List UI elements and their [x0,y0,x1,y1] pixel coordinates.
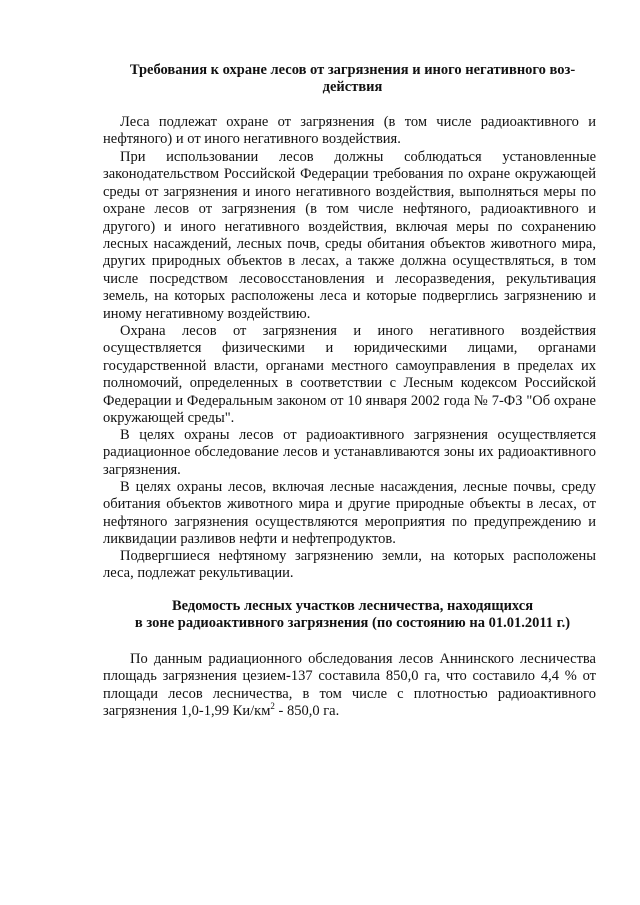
paragraph: Охрана лесов от загрязнения и иного негативного воздействия осуществляется физическими и юридическими лицами, органами государственной власти, органами местного самоуправления в пределах их полномочий, определенных в соответствии с Лесным кодексом Российской Федерации и Федеральным законом от 10 января 2002 года № 7-ФЗ "Об охране окружающей среды". [103,323,596,427]
paragraph-text: По данным радиационного обследования лесов Аннинского лесничества площадь загрязнения цезием-137 составила 850,0 га, что составило 4,4 % от площади лесов лесничества, в том числе с плотностью радиоактивного загрязнения 1,0-1,99 Ки/км [103,651,596,720]
heading-line: действия [322,79,383,95]
paragraph: При использовании лесов должны соблюдаться установленные законодательством Российской Федерации требования по охране окружающей среды от загрязнения и иного негативного воздействия, выполняться меры по охране лесов от загрязнения (в том числе нефтяного, радиоактивного и другого) и иного негативного воздействия, включая меры по сохранению лесных насаждений, лесных почв, среды обитания объектов животного мира, других природных объектов в лесах, а также должна осуществляться, в том числе посредством лесовосстановления и лесоразведения, рекультивация земель, на которых расположены леса и которые подверглись загрязнению и иному негативному воздействию. [103,149,596,322]
paragraph-tail: - 850,0 га. [274,703,340,720]
paragraph: В целях охраны лесов, включая лесные насаждения, лесные почвы, среду обитания объектов животного мира и другие природные объекты в лесах, от нефтяного загрязнения осуществляются мероприятия по предупреждению и ликвидации разливов нефти и нефтепродуктов. [103,479,596,548]
superscript: 2 [270,701,275,712]
paragraph: Леса подлежат охране от загрязнения (в том числе радиоактивного и нефтяного) и от иного негативного воздействия. [103,114,596,148]
paragraph-radiation-survey [103,651,596,721]
heading-line: Требования к охране лесов от загрязнения и иного негативного воз- [129,62,576,78]
section-heading-radioactive-zone [110,598,595,632]
paragraph: Подвергшиеся нефтяному загрязнению земли, на которых расположены леса, подлежат рекультивации. [103,548,596,582]
heading-line: Ведомость лесных участков лесничества, находящихся [171,598,534,614]
paragraph: В целях охраны лесов от радиоактивного загрязнения осуществляется радиационное обследование лесов и устанавливаются зоны их радиоактивного загрязнения. [103,427,596,478]
heading-line: в зоне радиоактивного загрязнения (по состоянию на 01.01.2011 г.) [134,615,571,631]
section-heading-forest-protection [110,62,595,96]
